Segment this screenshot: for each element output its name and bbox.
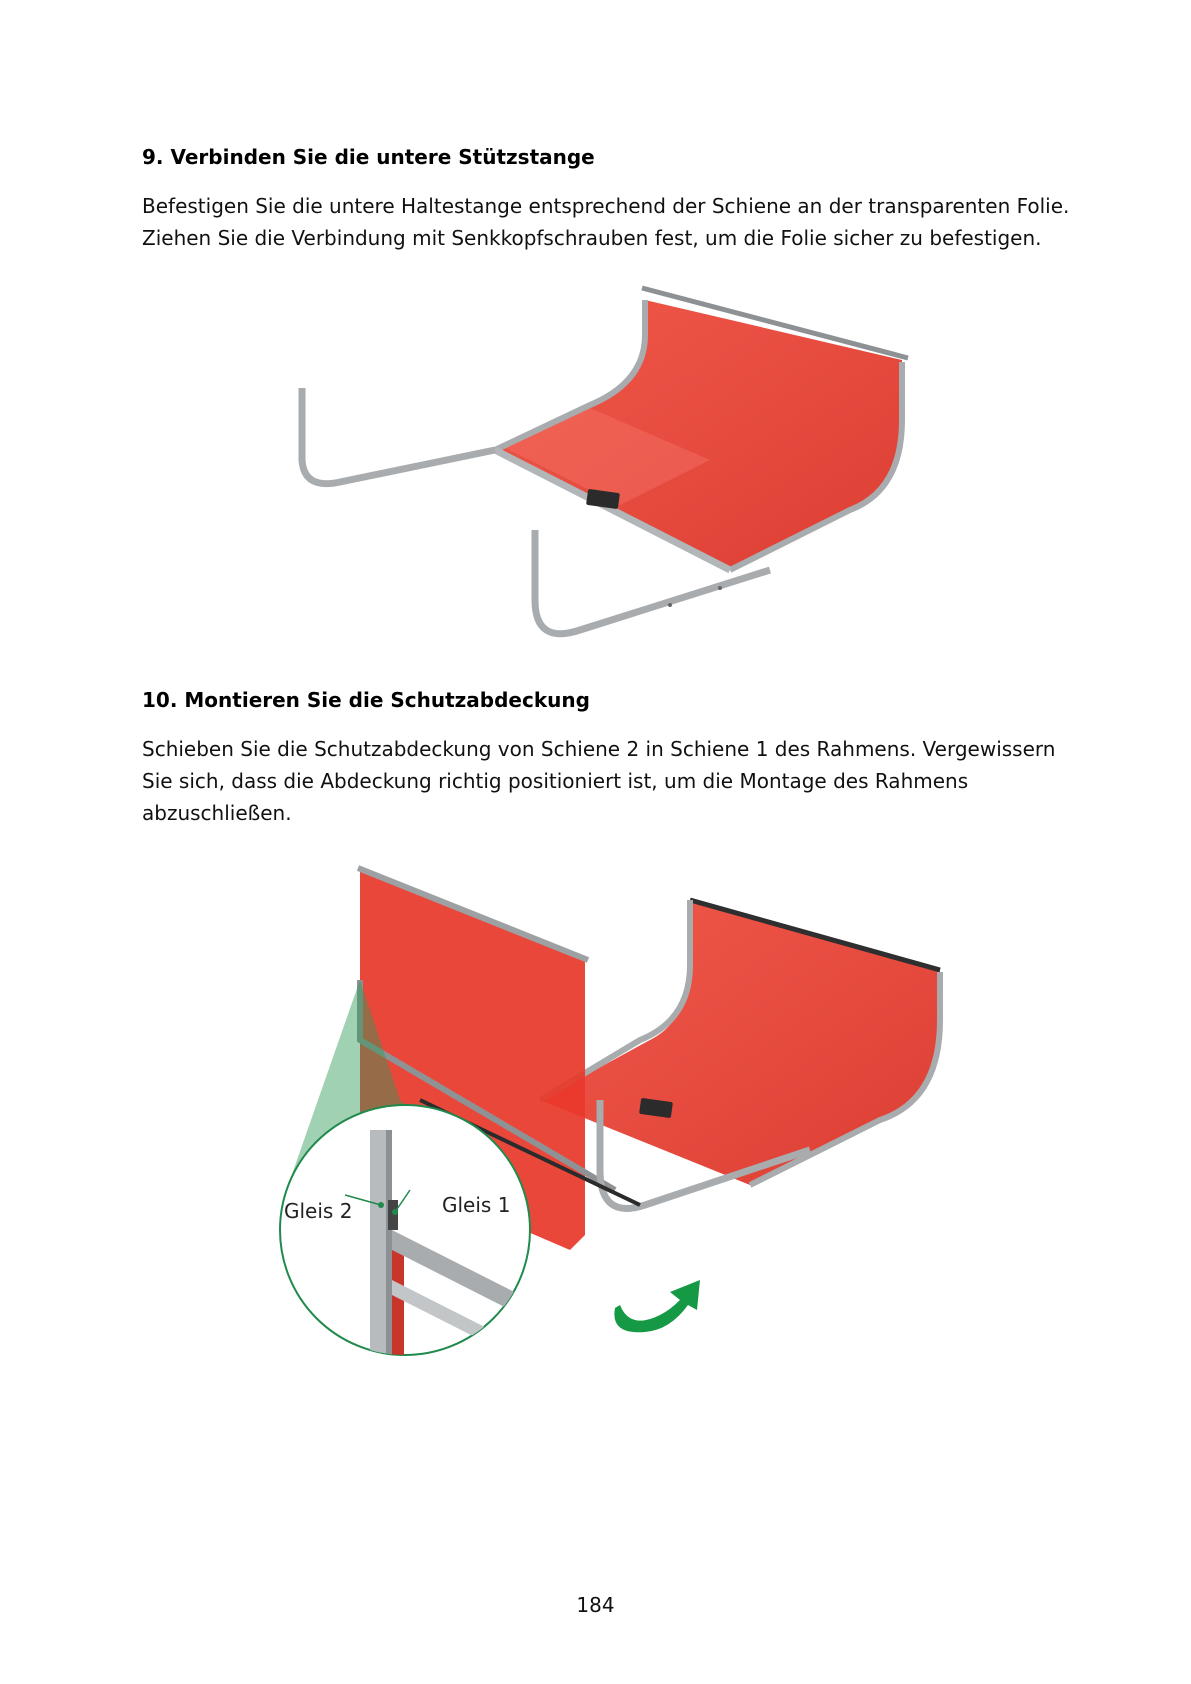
page-number: 184 (576, 1593, 615, 1617)
detail-red-edge (392, 1250, 404, 1360)
section-9-heading: 9. Verbinden Sie die untere Stützstange (142, 145, 595, 169)
screw-hole (668, 603, 672, 607)
slide-direction-arrow (614, 1280, 700, 1332)
label-track-1: Gleis 1 (442, 1193, 511, 1217)
screw-hole (718, 586, 722, 590)
callout-circle (280, 1105, 530, 1355)
section-10-heading: 10. Montieren Sie die Schutzabdeckung (142, 688, 590, 712)
section-9-line-2: Ziehen Sie die Verbindung mit Senkkopfschrauben fest, um die Folie sicher zu befestigen. (142, 226, 1042, 250)
detail-rail-post-shadow (386, 1130, 392, 1360)
section-10-line-2: Sie sich, dass die Abdeckung richtig positioniert ist, um die Montage des Rahmens (142, 769, 969, 793)
section-9-paragraph (142, 190, 1070, 254)
detail-track-slot (388, 1200, 398, 1230)
section-10-paragraph (142, 733, 1062, 829)
section-10-line-3: abzuschließen. (142, 801, 292, 825)
detached-left-u-rail (302, 388, 495, 484)
label-track-2: Gleis 2 (284, 1199, 353, 1223)
section-9-line-1: Befestigen Sie die untere Haltestange entsprechend der Schiene an der transparenten Folie. (142, 194, 1070, 218)
section-10-line-1: Schieben Sie die Schutzabdeckung von Schiene 2 in Schiene 1 des Rahmens. Vergewissern (142, 737, 1056, 761)
figure-protective-cover-assembly (250, 860, 970, 1360)
figure-support-bar-assembly (290, 270, 910, 670)
